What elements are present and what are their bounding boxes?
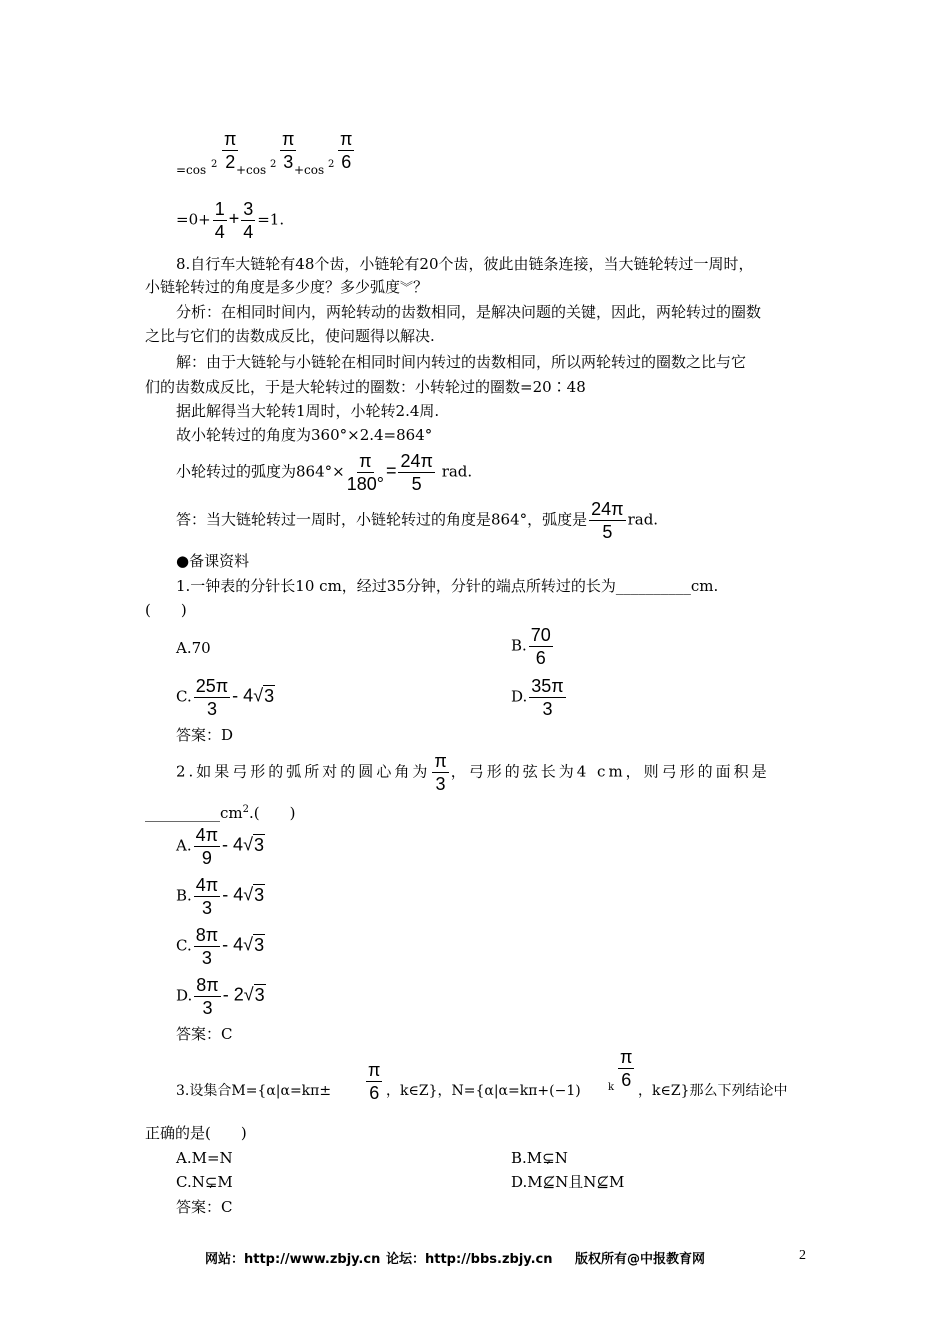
q2-option-d — [176, 974, 266, 1019]
q2-unit-sup: 2 — [242, 804, 249, 815]
footer-copyright: 版权所有@中报教育网 — [575, 1252, 706, 1267]
eq-sq-2: 2 — [270, 159, 277, 170]
q8-line1: 8.自行车大链轮有48个齿，小链轮有20个齿，彼此由链条连接，当大链轮转过一周时， — [176, 255, 754, 273]
eq2-prefix: =0+ — [176, 210, 211, 229]
q1-option-d — [511, 675, 568, 720]
q1-b-label: B. — [511, 636, 527, 655]
q1-option-c — [176, 675, 275, 720]
eq-sq-3: 2 — [328, 159, 335, 170]
eq-frac-pi-2: $\frac{\pi}{2}$ — [224, 129, 237, 172]
eq-plus-cos-2: +cos — [294, 163, 325, 177]
q2-option-b — [176, 874, 265, 919]
q2-b-label: B. — [176, 886, 192, 905]
q2-option-c — [176, 924, 265, 969]
q8-sol5-prefix: 小轮转过的弧度为864°× — [176, 462, 345, 481]
q8-sol5-eq: = — [385, 460, 397, 481]
q3-k-sup: k — [608, 1082, 615, 1093]
q1-c-frac: $\frac{25\pi}{3}$ — [195, 676, 229, 719]
q1-c-sqrt: - 4√3 — [232, 685, 275, 706]
q8-answer-suffix: rad. — [627, 510, 659, 529]
q3-frac-2: $\frac{\pi}{6}$ — [620, 1047, 633, 1090]
q8-sol4: 故小轮转过的角度为360°×2.4=864° — [176, 426, 433, 444]
q2-suffix: ，弓形的弦长为4 cm，则弓形的面积是 — [450, 762, 770, 781]
q2-d-label: D. — [176, 986, 193, 1005]
footer-forum[interactable]: 论坛：http://bbs.zbjy.cn — [386, 1252, 553, 1267]
q1-d-frac: $\frac{35\pi}{3}$ — [531, 676, 564, 719]
eq-plus-cos-1: +cos — [236, 163, 267, 177]
footer-page-number: 2 — [799, 1248, 806, 1263]
q8-sol5-frac-1: $\frac{\pi}{180^\circ}$ — [346, 451, 384, 494]
eq2-frac-a: $\frac{1}{4}$ — [214, 199, 225, 242]
q3-line2: 正确的是( ) — [145, 1124, 247, 1142]
q2-a-label: A. — [176, 836, 192, 855]
q8-sol5-suffix: rad. — [441, 462, 473, 481]
prep-title: ●备课资料 — [176, 552, 250, 570]
eq-prefix: =cos — [176, 163, 207, 177]
q8-analysis1: 分析：在相同时间内，两轮转动的齿数相同，是解决问题的关键，因此，两轮转过的圈数 — [176, 303, 762, 321]
q8-sol2: 们的齿数成反比，于是大轮转过的圈数：小转轮过的圈数=20∶48 — [145, 378, 586, 396]
q1-answer: 答案：D — [176, 726, 234, 744]
q2-c-sqrt: - 4√3 — [222, 934, 265, 955]
q8-line2-end: ？ — [413, 278, 429, 296]
q8-answer-frac: $\frac{24\pi}{5}$ — [591, 499, 624, 542]
q3-option-b: B.M⊊N — [511, 1149, 568, 1167]
eq-frac-pi-3: $\frac{\pi}{3}$ — [282, 129, 295, 172]
q8-line2 — [145, 277, 428, 299]
q2-b-frac: $\frac{4\pi}{3}$ — [195, 875, 219, 918]
q2-a-frac: $\frac{4\pi}{9}$ — [195, 825, 219, 868]
q8-answer — [176, 498, 658, 543]
q8-odd-glyph: ︾ — [400, 281, 414, 296]
q8-sol1: 解：由于大链轮与小链轮在相同时间内转过的齿数相同，所以两轮转过的圈数之比与它 — [176, 353, 747, 371]
q3-part3: ，k∈Z}那么下列结论中 — [638, 1083, 788, 1099]
q1-option-b — [511, 624, 555, 669]
q2-paren: .( ) — [249, 804, 296, 822]
eq2-frac-b: $\frac{3}{4}$ — [243, 199, 254, 242]
q8-sol3: 据此解得当大轮转1周时，小轮转2.4周. — [176, 402, 440, 420]
q1-c-label: C. — [176, 687, 192, 706]
q8-sol5 — [176, 450, 472, 495]
q2-d-sqrt: - 2√3 — [222, 984, 265, 1005]
q8-sol5-frac-2: $\frac{24\pi}{5}$ — [400, 451, 433, 494]
eq-frac-pi-6: $\frac{\pi}{6}$ — [340, 129, 353, 172]
footer-site[interactable]: 网站：http://www.zbjy.cn — [205, 1252, 381, 1267]
eq2-suffix: =1. — [257, 210, 285, 229]
q8-line2-text: 小链轮转过的角度是多少度？多少弧度 — [145, 278, 401, 296]
q2-c-frac: $\frac{8\pi}{3}$ — [195, 925, 219, 968]
q2-answer: 答案：C — [176, 1025, 233, 1043]
q2-d-frac: $\frac{8\pi}{3}$ — [196, 975, 219, 1018]
q1-line2: ( ) — [145, 601, 187, 619]
q1-line1: 1.一钟表的分针长10 cm，经过35分钟，分针的端点所转过的长为__________cm. — [176, 577, 719, 595]
q1-d-label: D. — [511, 687, 528, 706]
eq-sq-1: 2 — [211, 159, 218, 170]
q2-line1 — [176, 750, 770, 795]
q2-frac: $\frac{\pi}{3}$ — [434, 751, 447, 794]
q3-option-a: A.M=N — [176, 1149, 233, 1167]
q3-option-c: C.N⊊M — [176, 1173, 233, 1191]
eq-sum-result — [176, 198, 284, 243]
eq2-plus: + — [228, 208, 240, 229]
q8-analysis2: 之比与它们的齿数成反比，使问题得以解决. — [145, 327, 435, 345]
q2-option-a — [176, 824, 265, 869]
q2-c-label: C. — [176, 936, 192, 955]
q1-b-frac: $\frac{70}{6}$ — [530, 625, 551, 668]
q8-answer-prefix: 答：当大链轮转过一周时，小链轮转过的角度是864°，弧度是 — [176, 510, 588, 529]
q2-b-sqrt: - 4√3 — [222, 884, 265, 905]
q2-blank: __________cm — [145, 804, 243, 822]
q3-frac-1: $\frac{\pi}{6}$ — [368, 1060, 381, 1103]
q3-answer: 答案：C — [176, 1198, 233, 1216]
q2-a-sqrt: - 4√3 — [222, 834, 264, 855]
q2-line2 — [145, 800, 295, 823]
q2-prefix: 2.如果弓形的弧所对的圆心角为 — [176, 762, 431, 781]
q1-option-a: A.70 — [176, 639, 211, 657]
q3-part1: 3.设集合M={α|α=kπ± — [176, 1083, 332, 1099]
q3-option-d: D.M⊈N且N⊈M — [511, 1173, 625, 1191]
q3-part2: ，k∈Z}，N={α|α=kπ+(−1) — [386, 1083, 581, 1099]
